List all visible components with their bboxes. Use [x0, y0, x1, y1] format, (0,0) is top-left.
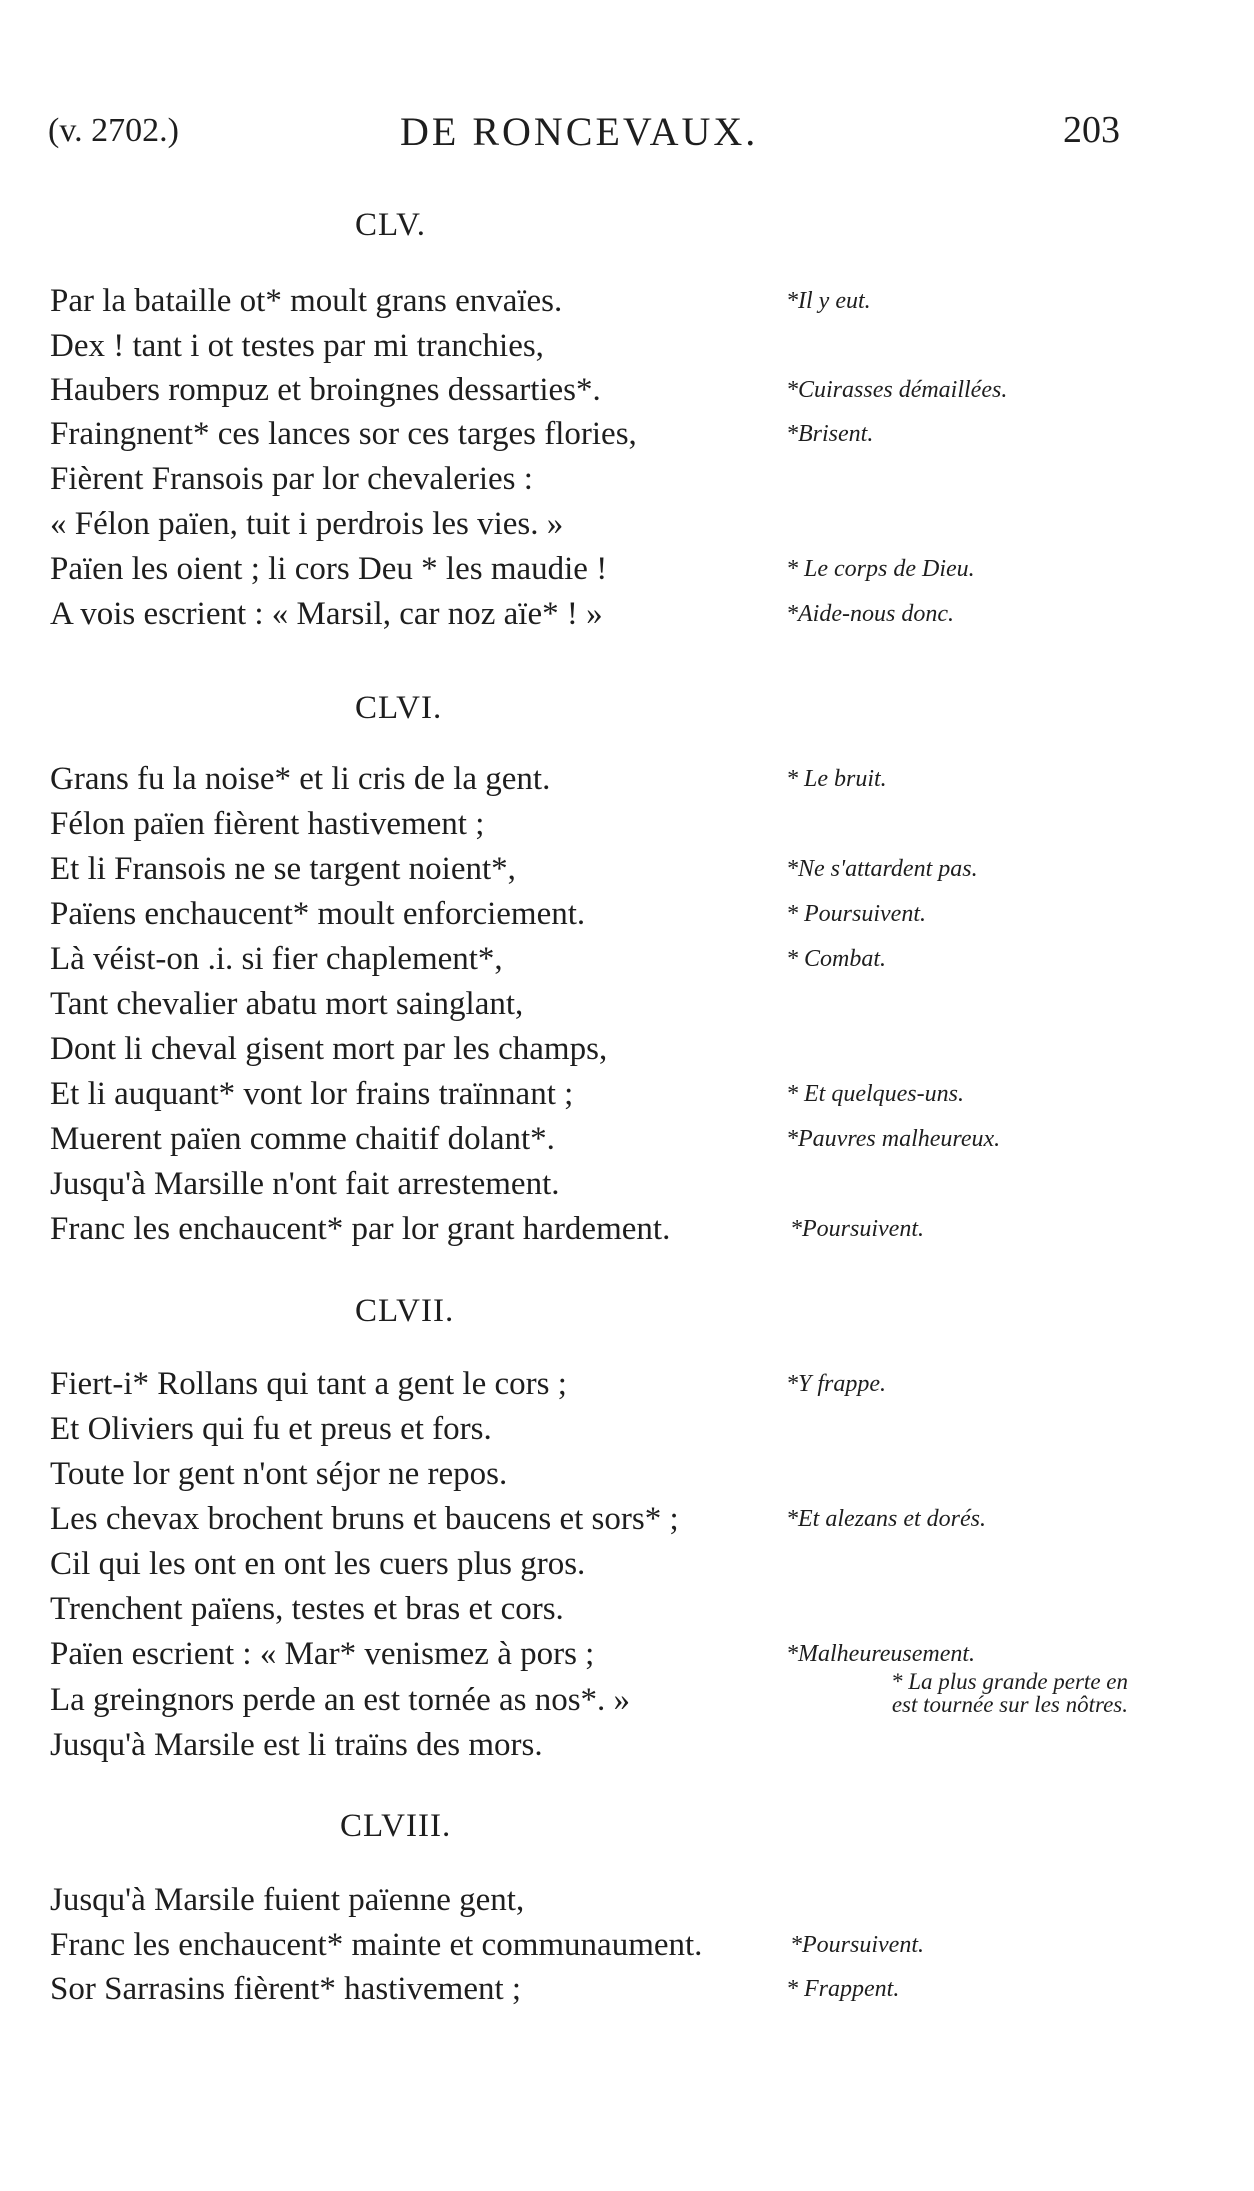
page-number: 203: [1063, 109, 1120, 151]
verse-line: Grans fu la noise* et li cris de la gent.: [50, 761, 551, 797]
gloss-note: *Brisent.: [786, 421, 874, 447]
gloss-note: *Poursuivent.: [790, 1932, 924, 1958]
verse-line: Dont li cheval gisent mort par les champs,: [50, 1031, 608, 1067]
gloss-note: *Poursuivent.: [790, 1216, 924, 1242]
verse-line: Fiert-i* Rollans qui tant a gent le cors ;: [50, 1366, 567, 1402]
running-title: DE RONCEVAUX.: [400, 109, 759, 154]
gloss-note: *Il y eut.: [786, 288, 871, 314]
verse-line: Les chevax brochent bruns et baucens et sors* ;: [50, 1501, 679, 1537]
gloss-note: *Aide-nous donc.: [786, 601, 954, 627]
stanza-heading: CLVIII.: [340, 1808, 452, 1844]
stanza-heading: CLVI.: [355, 690, 443, 726]
verse-line: La greingnors perde an est tornée as nos*. »: [50, 1682, 631, 1718]
verse-reference: (v. 2702.): [48, 112, 179, 149]
verse-line: « Félon païen, tuit i perdrois les vies. »: [50, 506, 564, 542]
gloss-note: * Poursuivent.: [786, 901, 926, 927]
verse-line: Toute lor gent n'ont séjor ne repos.: [50, 1456, 508, 1492]
gloss-note: * La plus grande perte en est tournée sur les nôtres.: [890, 1669, 1128, 1717]
gloss-note: *Et alezans et dorés.: [786, 1506, 986, 1532]
verse-line: Trenchent païens, testes et bras et cors.: [50, 1591, 564, 1627]
verse-line: Païen les oient ; li cors Deu * les maudie !: [50, 551, 608, 587]
verse-line: Franc les enchaucent* mainte et communaument.: [50, 1927, 703, 1963]
gloss-note: * Et quelques-uns.: [786, 1081, 964, 1107]
verse-line: Jusqu'à Marsile fuient païenne gent,: [50, 1882, 525, 1918]
verse-line: Sor Sarrasins fièrent* hastivement ;: [50, 1971, 522, 2007]
verse-line: Fraingnent* ces lances sor ces targes flories,: [50, 416, 637, 452]
gloss-note: * Combat.: [786, 946, 887, 972]
verse-line: Païen escrient : « Mar* venismez à pors ;: [50, 1636, 595, 1672]
gloss-note: *Ne s'attardent pas.: [786, 856, 978, 882]
gloss-note: * Le bruit.: [786, 766, 887, 792]
verse-line: Félon païen fièrent hastivement ;: [50, 806, 485, 842]
verse-line: Et li auquant* vont lor frains traïnnant ;: [50, 1076, 574, 1112]
verse-line: Là véist-on .i. si fier chaplement*,: [50, 941, 503, 977]
verse-line: Franc les enchaucent* par lor grant hardement.: [50, 1211, 671, 1247]
stanza-heading: CLVII.: [355, 1293, 455, 1329]
verse-line: Jusqu'à Marsille n'ont fait arrestement.: [50, 1166, 560, 1202]
verse-line: Par la bataille ot* moult grans envaïes.: [50, 283, 563, 319]
verse-line: Et li Fransois ne se targent noient*,: [50, 851, 516, 887]
verse-line: Muerent païen comme chaitif dolant*.: [50, 1121, 555, 1157]
gloss-note: *Malheureusement.: [786, 1641, 976, 1667]
verse-line: Tant chevalier abatu mort sainglant,: [50, 986, 524, 1022]
verse-line: Et Oliviers qui fu et preus et fors.: [50, 1411, 492, 1447]
verse-line: Fièrent Fransois par lor chevaleries :: [50, 461, 533, 497]
gloss-note: * Le corps de Dieu.: [786, 556, 975, 582]
verse-line: A vois escrient : « Marsil, car noz aïe* ! »: [50, 596, 603, 632]
verse-line: Jusqu'à Marsile est li traïns des mors.: [50, 1727, 543, 1763]
gloss-note: *Cuirasses démaillées.: [786, 377, 1008, 403]
stanza-heading: CLV.: [355, 207, 426, 243]
verse-line: Dex ! tant i ot testes par mi tranchies,: [50, 328, 544, 364]
verse-line: Haubers rompuz et broingnes dessarties*.: [50, 372, 601, 408]
gloss-note: *Y frappe.: [786, 1371, 887, 1397]
verse-line: Païens enchaucent* moult enforciement.: [50, 896, 586, 932]
gloss-note: * Frappent.: [786, 1976, 900, 2002]
verse-line: Cil qui les ont en ont les cuers plus gros.: [50, 1546, 586, 1582]
gloss-note: *Pauvres malheureux.: [786, 1126, 1001, 1152]
running-header: [48, 108, 1120, 158]
